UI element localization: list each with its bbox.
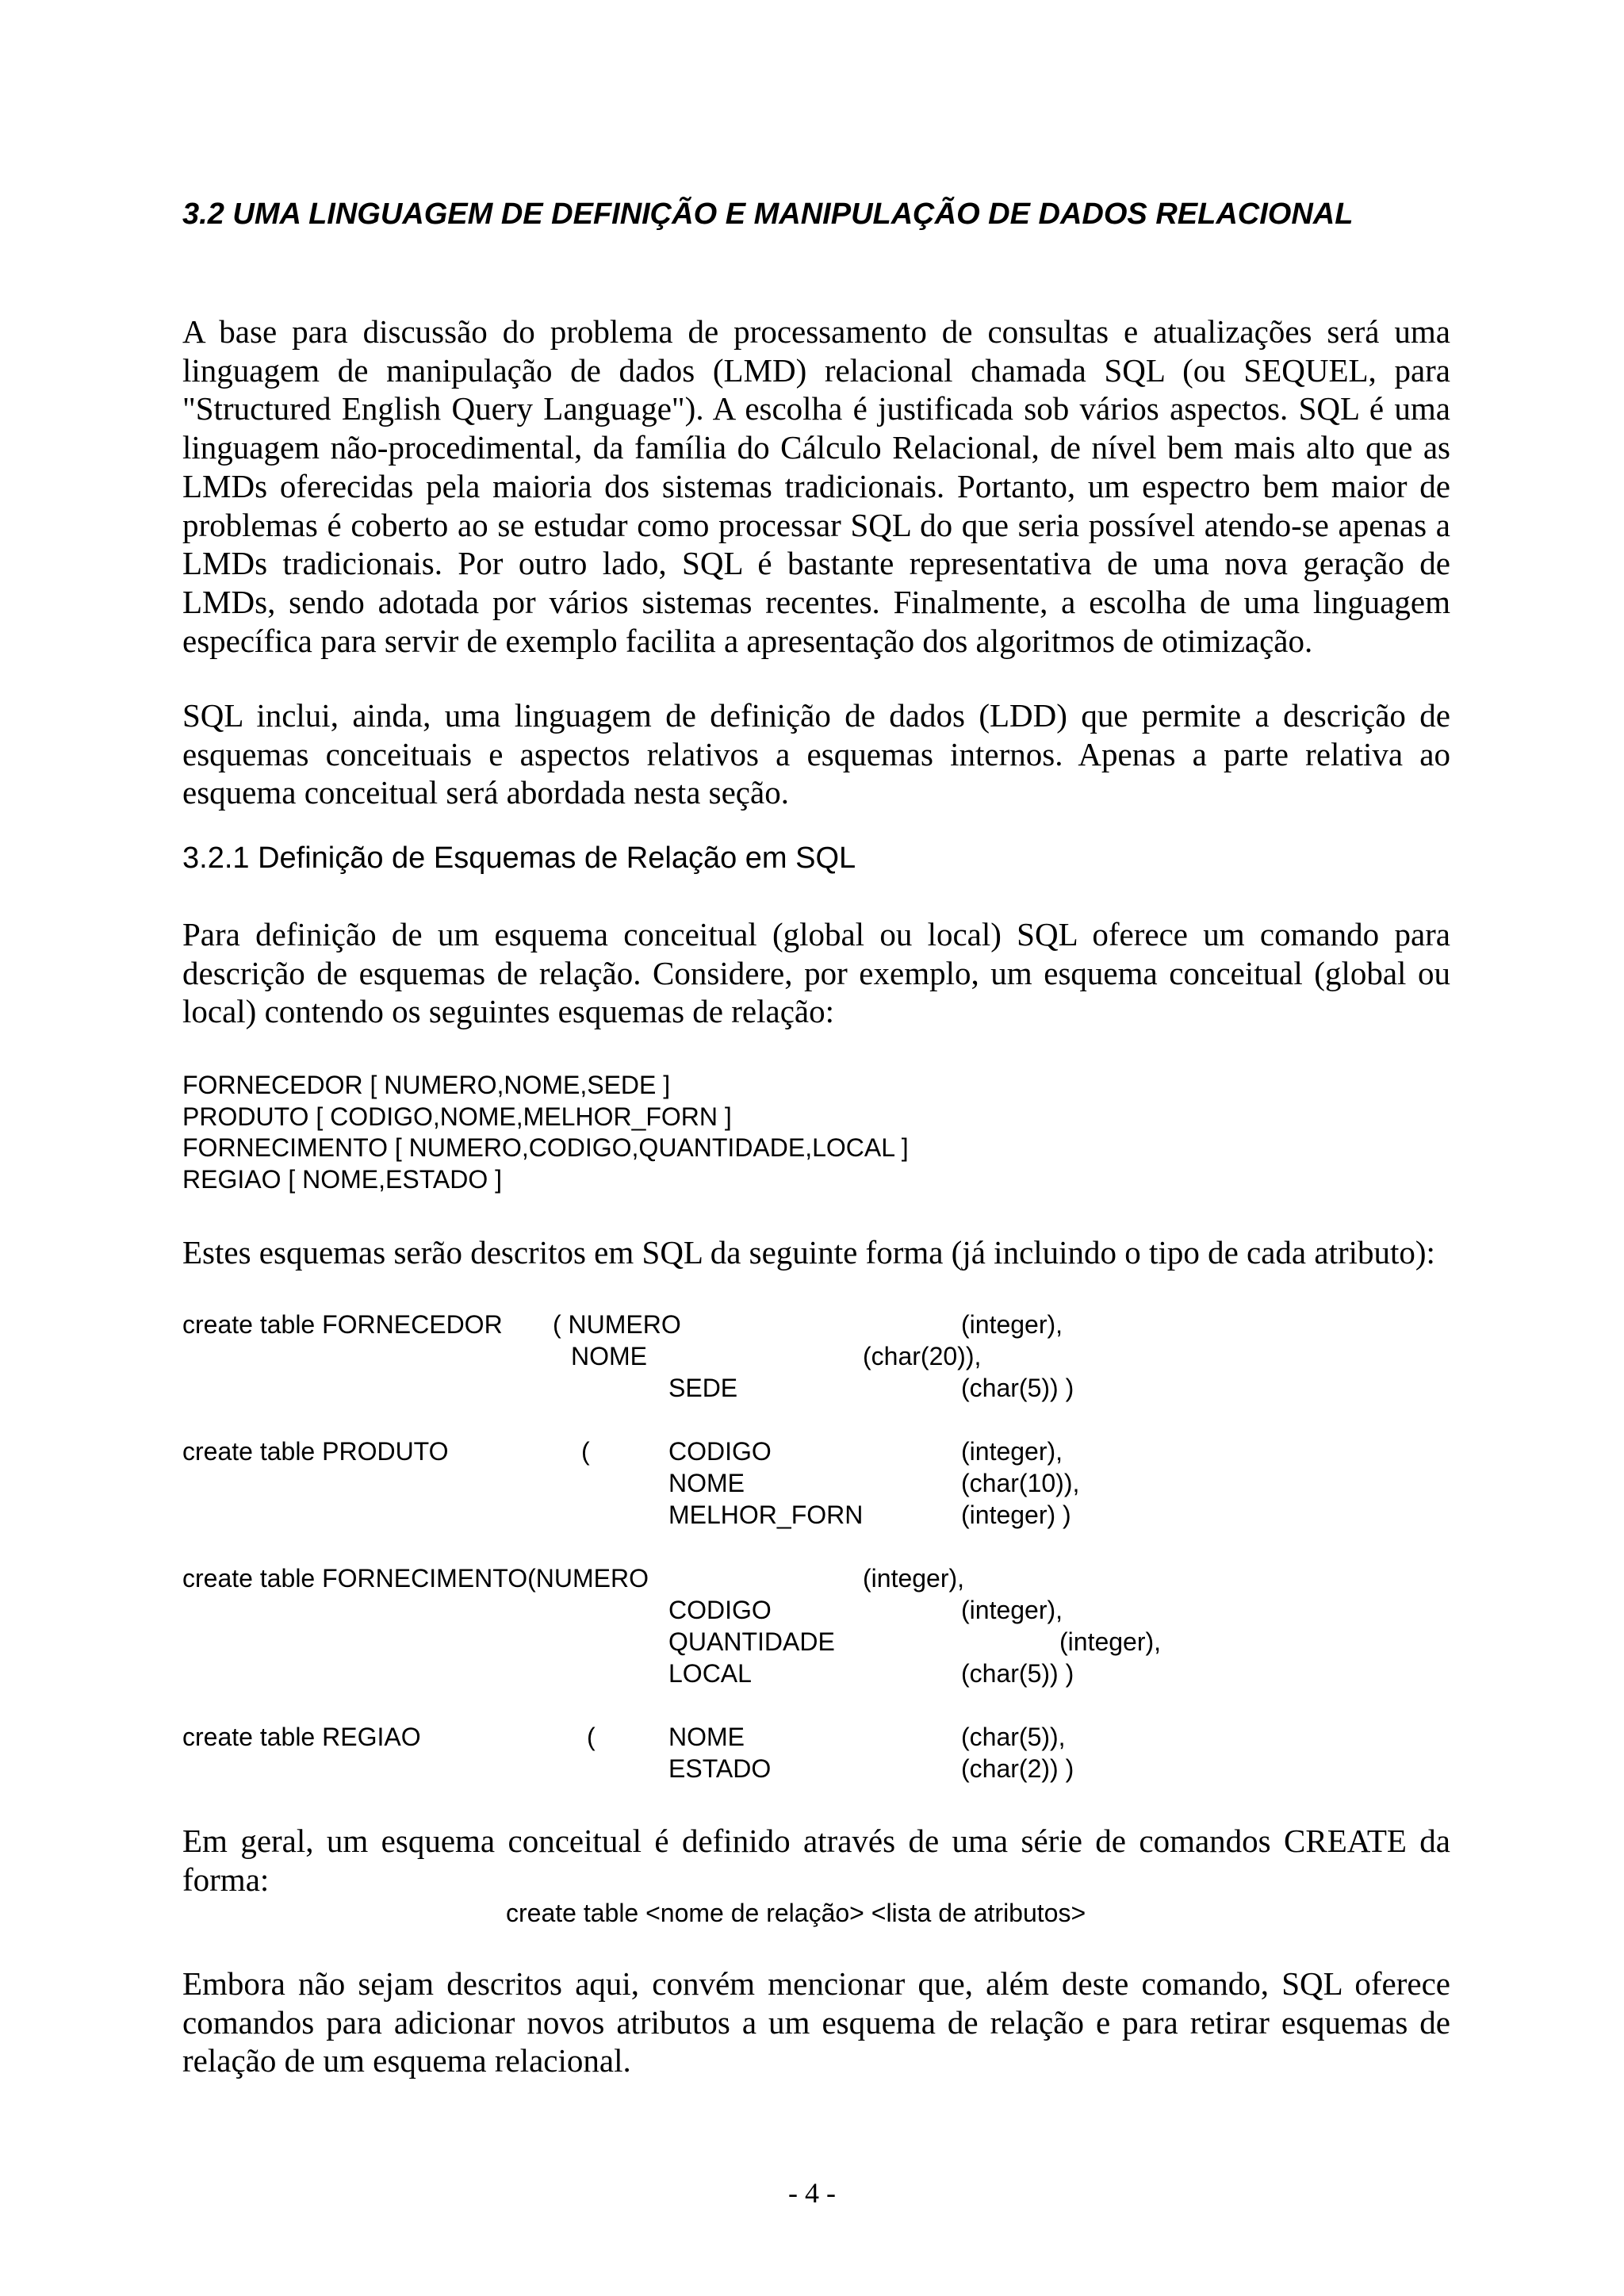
sql-fornecedor-type-numero: (integer),: [961, 1310, 1063, 1339]
sql-fornecimento-attr-local: LOCAL: [668, 1659, 752, 1688]
sql-produto-paren: (: [581, 1437, 590, 1466]
sql-regiao-command: create table REGIAO: [182, 1723, 421, 1751]
paragraph-intro: A base para discussão do problema de processamento de consultas e atualizações será uma linguagem de manipulação de dados (LMD) relacional chamada SQL (ou SEQUEL, para "Structured English Query Language"). A escolha é justificada sob vários aspectos. SQL é uma linguagem não-procedimental, da família do Cálculo Relacional, de nível bem mais alto que as LMDs oferecidas pela maioria dos sistemas tradicionais. Portanto, um espectro bem maior de problemas é coberto ao se estudar como processar SQL do que seria possível atendo-se apenas a LMDs tradicionais. Por outro lado, SQL é bastante representativa de uma nova geração de LMDs, sendo adotada por vários sistemas recentes. Finalmente, a escolha de uma linguagem específica para servir de exemplo facilita a apresentação dos algoritmos de otimização.: [182, 313, 1450, 659]
paragraph-create-form: Em geral, um esquema conceitual é definido através de uma série de comandos CREATE da forma:: [182, 1823, 1450, 1898]
sql-produto-attr-nome: NOME: [668, 1469, 745, 1497]
sql-fornecedor-attr-sede: SEDE: [668, 1374, 738, 1402]
paragraph-sql-intro: Estes esquemas serão descritos em SQL da seguinte forma (já incluindo o tipo de cada atributo):: [182, 1234, 1435, 1271]
paragraph-ldd: SQL inclui, ainda, uma linguagem de definição de dados (LDD) que permite a descrição de esquemas conceituais e aspectos relativos a esquemas internos. Apenas a parte relativa ao esquema conceitual será abordada nesta seção.: [182, 697, 1450, 811]
sql-regiao-paren: (: [587, 1723, 596, 1751]
sql-produto-type-melhor-forn: (integer) ): [961, 1501, 1071, 1529]
paragraph-schema-intro: Para definição de um esquema conceitual (global ou local) SQL oferece um comando para descrição de esquemas de relação. Considere, por exemplo, um esquema conceitual (global ou local) contendo os seguintes esquemas de relação:: [182, 916, 1450, 1030]
sql-fornecimento-command: create table FORNECIMENTO(NUMERO: [182, 1564, 649, 1593]
sql-fornecedor-attr-numero: ( NUMERO: [553, 1310, 681, 1339]
sql-fornecedor-type-nome: (char(20)),: [863, 1342, 982, 1370]
subsection-title: 3.2.1 Definição de Esquemas de Relação em SQL: [182, 841, 856, 875]
schema-regiao: REGIAO [ NOME,ESTADO ]: [182, 1164, 503, 1194]
sql-fornecimento-attr-codigo: CODIGO: [668, 1596, 772, 1624]
schema-produto: PRODUTO [ CODIGO,NOME,MELHOR_FORN ]: [182, 1102, 732, 1131]
sql-produto-attr-melhor-forn: MELHOR_FORN: [668, 1501, 864, 1529]
sql-fornecimento-type-local: (char(5)) ): [961, 1659, 1074, 1688]
sql-regiao-type-estado: (char(2)) ): [961, 1754, 1074, 1783]
sql-regiao-type-nome: (char(5)),: [961, 1723, 1066, 1751]
sql-produto-type-nome: (char(10)),: [961, 1469, 1080, 1497]
sql-fornecedor-attr-nome: NOME: [571, 1342, 647, 1370]
paragraph-closing: Embora não sejam descritos aqui, convém mencionar que, além deste comando, SQL oferece comandos para adicionar novos atributos a um esquema de relação e para retirar esquemas de relação de um esquema relacional.: [182, 1965, 1450, 2079]
sql-produto-attr-codigo: CODIGO: [668, 1437, 772, 1466]
sql-fornecimento-type-codigo: (integer),: [961, 1596, 1063, 1624]
schema-fornecimento: FORNECIMENTO [ NUMERO,CODIGO,QUANTIDADE,LOCAL ]: [182, 1133, 909, 1162]
page-number: - 4 -: [788, 2177, 836, 2209]
sql-fornecedor-type-sede: (char(5)) ): [961, 1374, 1074, 1402]
sql-produto-command: create table PRODUTO: [182, 1437, 449, 1466]
sql-fornecimento-attr-quantidade: QUANTIDADE: [668, 1627, 835, 1656]
sql-produto-type-codigo: (integer),: [961, 1437, 1063, 1466]
schema-list: [182, 1070, 909, 1195]
sql-fornecedor-command: create table FORNECEDOR: [182, 1310, 503, 1339]
schema-fornecedor: FORNECEDOR [ NUMERO,NOME,SEDE ]: [182, 1071, 671, 1099]
sql-fornecimento-type-numero: (integer),: [863, 1564, 965, 1593]
create-table-syntax: create table <nome de relação> <lista de atributos>: [506, 1899, 1086, 1927]
section-title: 3.2 UMA LINGUAGEM DE DEFINIÇÃO E MANIPULAÇÃO DE DADOS RELACIONAL: [182, 197, 1354, 231]
sql-fornecimento-type-quantidade: (integer),: [1059, 1627, 1162, 1656]
sql-regiao-attr-nome: NOME: [668, 1723, 745, 1751]
sql-regiao-attr-estado: ESTADO: [668, 1754, 772, 1783]
